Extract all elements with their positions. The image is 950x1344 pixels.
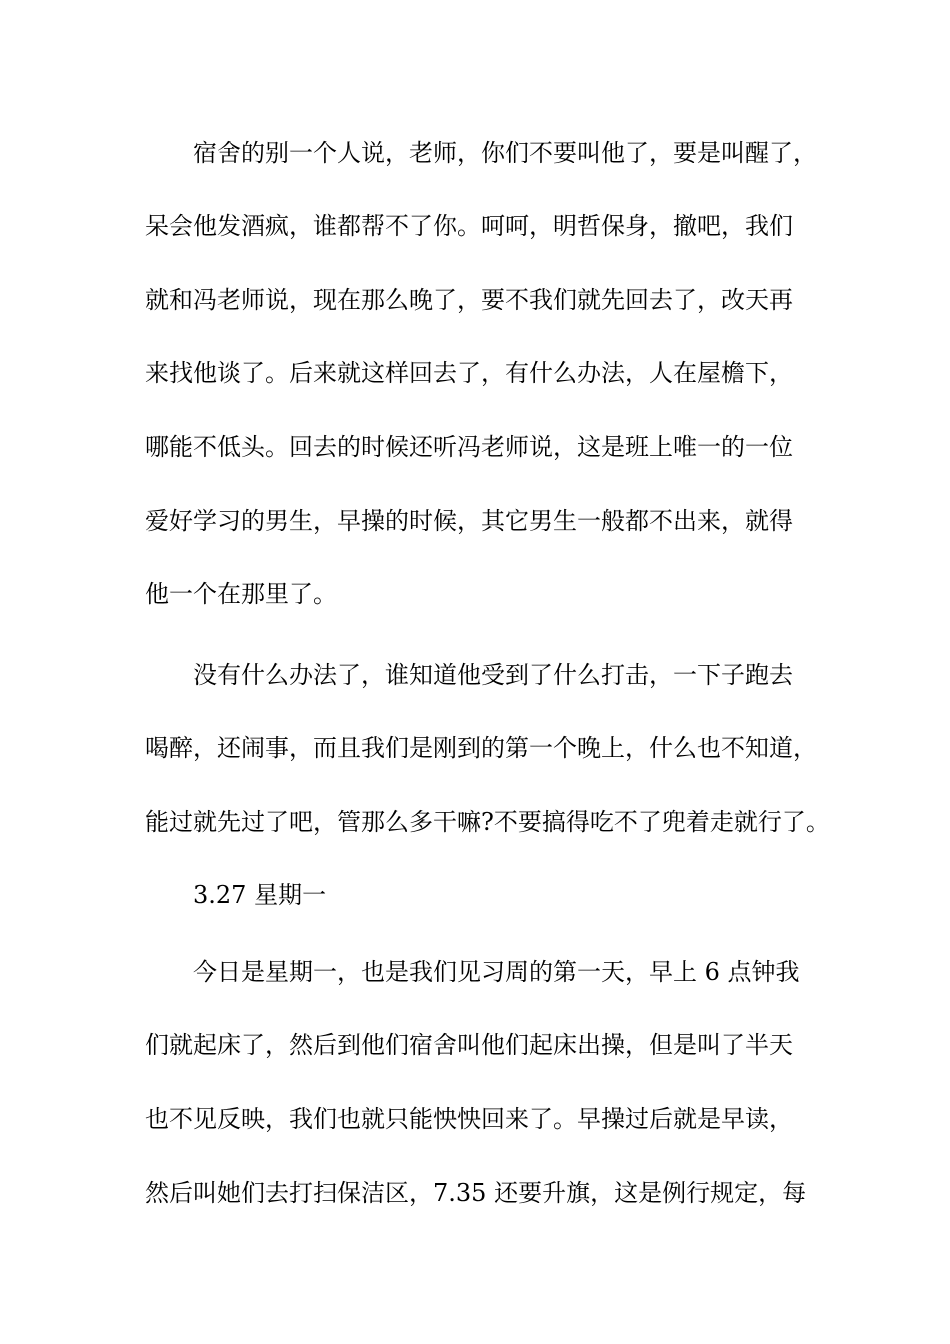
date-heading: 3.27 星期一 [193, 881, 327, 909]
paragraph-line: 然后叫她们去打扫保洁区，7.35 还要升旗，这是例行规定，每 [145, 1179, 807, 1207]
paragraph-line: 宿舍的别一个人说，老师，你们不要叫他了，要是叫醒了， [193, 139, 817, 167]
paragraph-line: 们就起床了，然后到他们宿舍叫他们起床出操，但是叫了半天 [145, 1031, 793, 1059]
paragraph-line: 也不见反映，我们也就只能怏怏回来了。早操过后就是早读， [145, 1105, 793, 1133]
paragraph-line: 他一个在那里了。 [145, 580, 337, 608]
paragraph-line: 呆会他发酒疯，谁都帮不了你。呵呵，明哲保身，撤吧，我们 [145, 212, 793, 240]
paragraph-line: 没有什么办法了，谁知道他受到了什么打击，一下子跑去 [193, 661, 793, 689]
paragraph-line: 能过就先过了吧，管那么多干嘛?不要搞得吃不了兜着走就行了。 [145, 808, 830, 836]
paragraph-line: 喝醉，还闹事，而且我们是刚到的第一个晚上，什么也不知道， [145, 734, 817, 762]
paragraph-line: 就和冯老师说，现在那么晚了，要不我们就先回去了，改天再 [145, 286, 793, 314]
paragraph-line: 哪能不低头。回去的时候还听冯老师说，这是班上唯一的一位 [145, 433, 793, 461]
paragraph-line: 今日是星期一，也是我们见习周的第一天，早上 6 点钟我 [193, 958, 800, 986]
paragraph-line: 来找他谈了。后来就这样回去了，有什么办法，人在屋檐下， [145, 359, 793, 387]
paragraph-line: 爱好学习的男生，早操的时候，其它男生一般都不出来，就得 [145, 507, 793, 535]
